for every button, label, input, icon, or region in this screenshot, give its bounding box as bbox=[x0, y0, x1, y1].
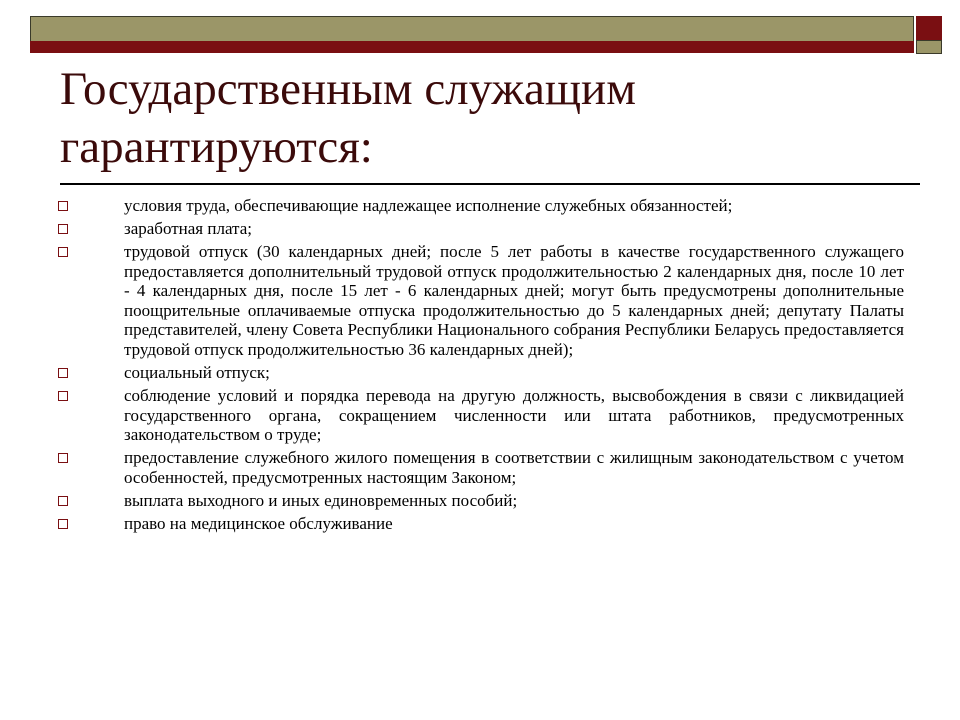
list-item-text: условия труда, обеспечивающие надлежащее исполнение служебных обязанностей; bbox=[124, 196, 733, 215]
list-item-text: заработная плата; bbox=[124, 218, 252, 238]
title-divider bbox=[60, 183, 920, 185]
list-item bbox=[58, 448, 904, 487]
header-bar-olive bbox=[30, 16, 914, 42]
list-item bbox=[58, 491, 904, 511]
list-item bbox=[58, 196, 904, 216]
hollow-square-icon bbox=[58, 368, 68, 378]
list-item bbox=[58, 514, 904, 534]
hollow-square-icon bbox=[58, 247, 68, 257]
list-item bbox=[58, 242, 904, 360]
list-item-text: право на медицинское обслуживание bbox=[124, 513, 393, 533]
header-bar-maroon bbox=[30, 41, 914, 53]
slide-title: Государственным служащим гарантируются: bbox=[60, 63, 636, 173]
list-item bbox=[58, 219, 904, 239]
list-item-text: социальный отпуск; bbox=[124, 362, 270, 382]
list-item-text: соблюдение условий и порядка перевода на другую должность, высвобождения в связи с ликвидацией государственного органа, сокращением численности или штата работников, предусмотренных законодательством о труде; bbox=[124, 385, 904, 445]
hollow-square-icon bbox=[58, 391, 68, 401]
hollow-square-icon bbox=[58, 519, 68, 529]
hollow-square-icon bbox=[58, 224, 68, 234]
list-item-text: трудовой отпуск (30 календарных дней; после 5 лет работы в качестве государственного служащего предоставляется дополнительный трудовой отпуск продолжительностью 2 календарных дня, после 10 лет - 4 календарных дня, после 15 лет - 6 календарных дней; могут быть предусмотрены дополнительные поощрительные оплачиваемые отпуска продолжительностью до 5 календарных дней; депутату Палаты представителей, члену Совета Республики Национального собрания Республики Беларусь предоставляется трудовой отпуск продолжительностью 36 календарных дней); bbox=[124, 241, 904, 359]
hollow-square-icon bbox=[58, 201, 68, 211]
header-square-maroon bbox=[916, 16, 942, 40]
hollow-square-icon bbox=[58, 453, 68, 463]
guarantee-list bbox=[58, 196, 904, 537]
list-item bbox=[58, 386, 904, 445]
hollow-square-icon bbox=[58, 496, 68, 506]
header-square-olive bbox=[916, 40, 942, 54]
list-item-text: предоставление служебного жилого помещения в соответствии с жилищным законодательством с учетом особенностей, предусмотренных настоящим Законом; bbox=[124, 448, 904, 487]
list-item-text: выплата выходного и иных единовременных пособий; bbox=[124, 490, 518, 510]
list-item bbox=[58, 363, 904, 383]
